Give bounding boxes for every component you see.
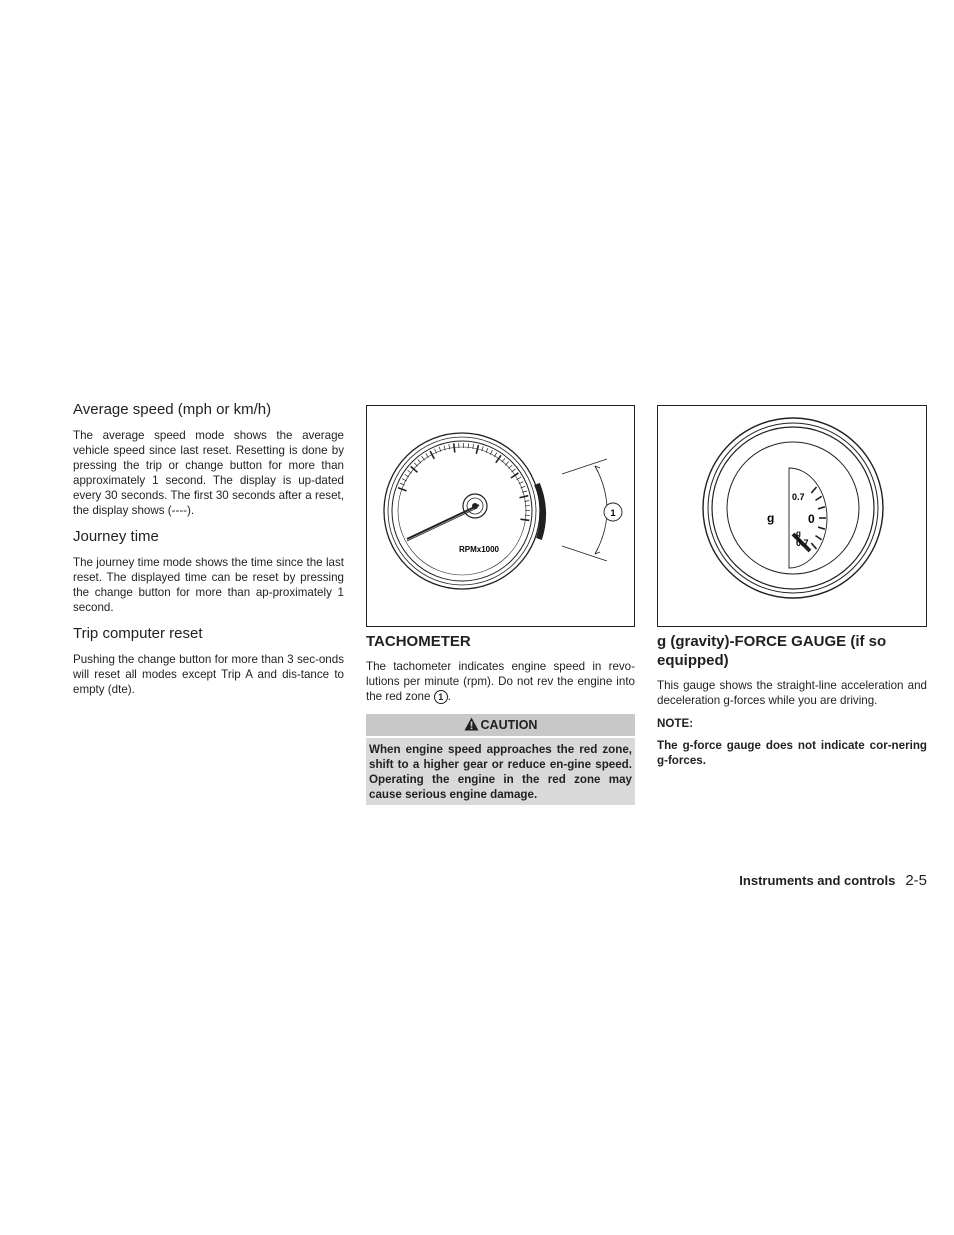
g-force-gauge-figure bbox=[657, 405, 927, 627]
tachometer-text-end: . bbox=[447, 690, 451, 703]
tachometer-figure bbox=[366, 405, 635, 627]
note-text: The g-force gauge does not indicate cor-nering g-forces. bbox=[657, 739, 927, 767]
tach-tick bbox=[519, 496, 528, 498]
red-zone-callout: 1 bbox=[434, 690, 448, 704]
trip-reset-heading: Trip computer reset bbox=[73, 625, 203, 642]
tach-tick bbox=[422, 456, 425, 460]
g-label-top: 0.7 bbox=[792, 492, 805, 502]
g-force-gauge-illustration bbox=[658, 406, 926, 626]
tach-tick bbox=[512, 469, 516, 472]
tach-tick bbox=[414, 463, 418, 467]
journey-time-text: The journey time mode shows the time since the last reset. The displayed time can be reset by pressing the change button for more than ap-proximately 1 second. bbox=[73, 556, 344, 614]
footer-page-number: 2-5 bbox=[905, 872, 927, 889]
g-label-g: g bbox=[767, 511, 775, 525]
tach-tick bbox=[418, 459, 421, 463]
tach-tick bbox=[520, 519, 529, 520]
footer-section-title: Instruments and controls bbox=[739, 873, 896, 888]
tach-tick bbox=[476, 445, 478, 454]
callout-1: 1 bbox=[610, 508, 616, 518]
right-column bbox=[657, 405, 927, 768]
tachometer-illustration bbox=[367, 406, 634, 626]
caution-box bbox=[366, 714, 635, 805]
tach-tick bbox=[511, 473, 518, 478]
g-label-zero: 0 bbox=[808, 512, 815, 526]
tach-tick bbox=[509, 465, 513, 468]
tachometer-text-main: The tachometer indicates engine speed in revo-lutions per minute (rpm). Do not rev the engine into the red zone bbox=[366, 660, 635, 703]
avg-speed-text: The average speed mode shows the average vehicle speed since last reset. Resetting is done by pressing the trip or change button for more than approximately 1 second. The display is up-dated every 30 seconds. The first 30 seconds after a reset, the display shows (----). bbox=[73, 429, 344, 517]
trip-reset-text: Pushing the change button for more than 3 sec-onds will reset all modes except Trip A and dis-tance to empty (dte). bbox=[73, 653, 344, 696]
g-force-text: This gauge shows the straight-line acceleration and deceleration g-forces while you are driving. bbox=[657, 679, 927, 707]
note-label: NOTE: bbox=[657, 717, 694, 730]
caution-text: When engine speed approaches the red zone, shift to a higher gear or reduce en-gine speed. Operating the engine in the red zone may cause serious engine damage. bbox=[366, 736, 635, 805]
tach-tick bbox=[408, 470, 412, 473]
middle-column bbox=[366, 405, 635, 805]
caution-title: CAUTION bbox=[480, 718, 538, 732]
g-label-bottom: 0.7 bbox=[796, 538, 809, 548]
tachometer-text bbox=[366, 659, 635, 704]
tach-tick bbox=[496, 455, 501, 462]
g-label-small-g: g bbox=[796, 529, 801, 538]
page-footer bbox=[739, 872, 927, 889]
g-force-heading: g (gravity)-FORCE GAUGE (if so equipped) bbox=[657, 633, 887, 669]
tach-dial-label: RPMx1000 bbox=[458, 545, 500, 554]
caution-header bbox=[366, 714, 635, 736]
journey-time-heading: Journey time bbox=[73, 528, 159, 545]
tachometer-heading: TACHOMETER bbox=[366, 633, 471, 650]
warning-icon bbox=[464, 717, 479, 731]
tach-tick bbox=[502, 458, 505, 462]
tach-tick bbox=[505, 462, 508, 466]
tach-tick bbox=[454, 444, 455, 453]
avg-speed-heading: Average speed (mph or km/h) bbox=[73, 401, 272, 418]
left-column bbox=[73, 400, 344, 706]
